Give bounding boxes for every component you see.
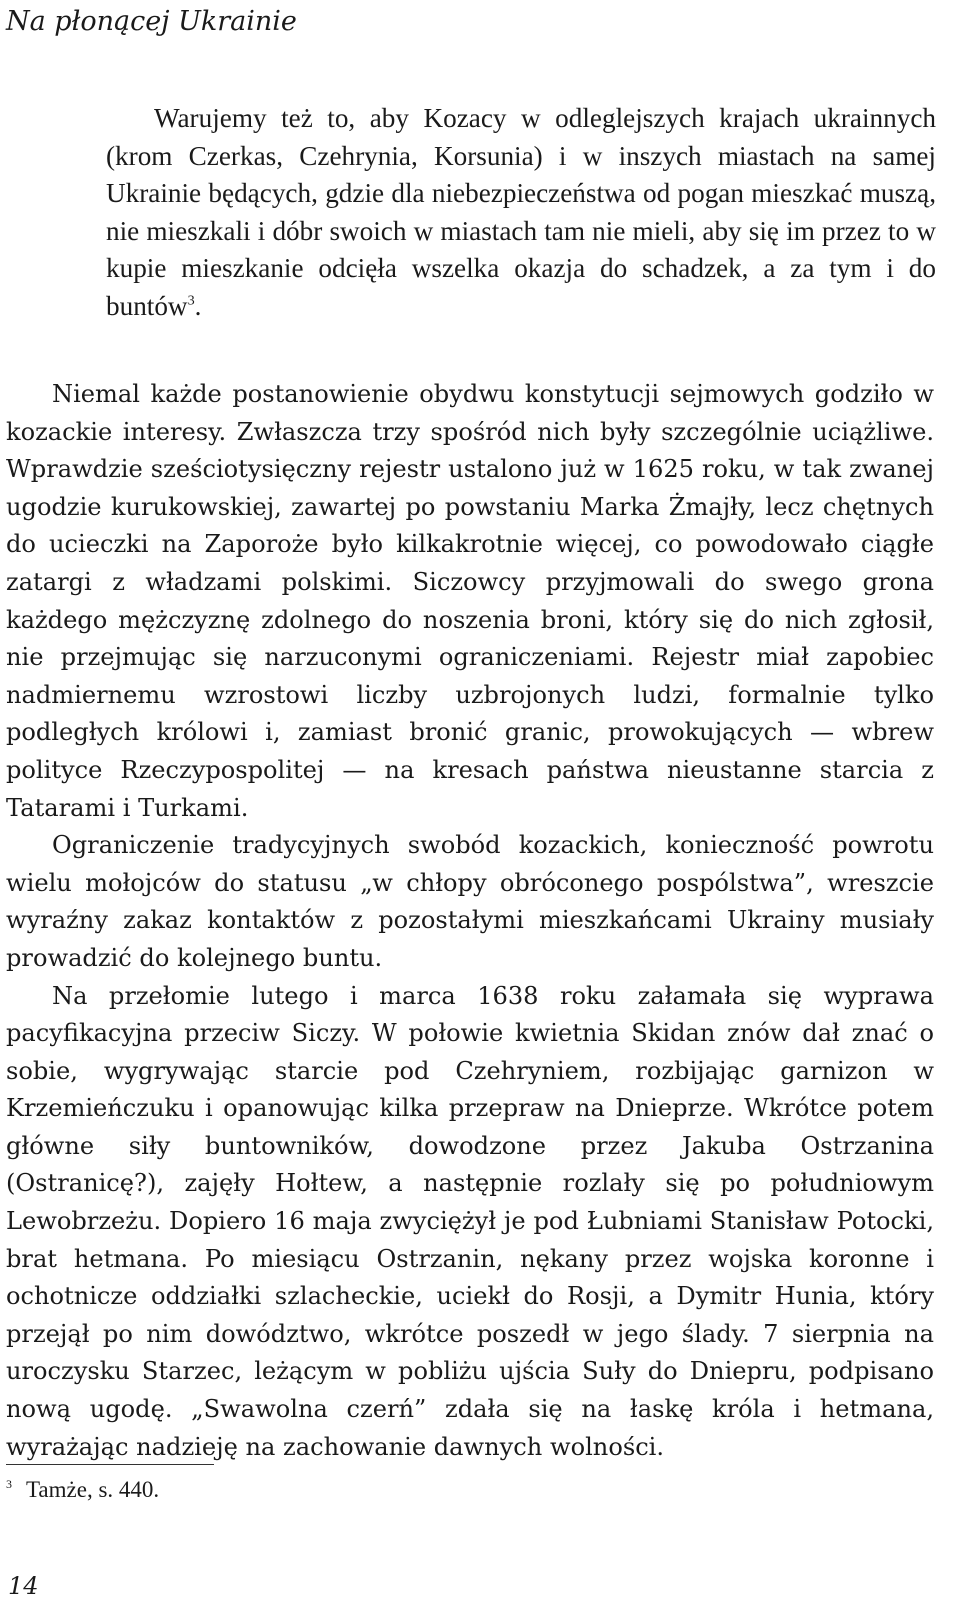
page-number: 14 [8,1572,39,1600]
quote-end: . [194,290,202,321]
paragraph: Ograniczenie tradycyjnych swobód kozackich, konieczność powrotu wielu mołojców do statusu „w chłopy obróconego pospólstwa”, wreszcie wyraźny zakaz kontaktów z pozostałymi mieszkańcami Ukrainy musiały prowadzić do kolejnego buntu. [6,831,934,972]
footnote-separator [6,1464,214,1465]
footnote-text: Tamże, s. 440. [25,1477,160,1502]
block-quote [106,100,936,325]
footnote-number: 3 [6,1477,12,1492]
footnote [6,1474,159,1506]
quote-text: Warujemy też to, aby Kozacy w odleglejszych krajach ukrainnych (krom Czerkas, Czehrynia, Korsunia) i w inszych miastach na samej Ukrainie będących, gdzie dla niebezpieczeństwa od pogan mieszkać muszą, nie mieszkali i dóbr swoich w miastach tam nie mieli, aby się im przez to w kupie mieszkanie odcięła wszelka okazja do schadzek, a za tym i do buntów [106,103,936,321]
paragraph: Na przełomie lutego i marca 1638 roku załamała się wyprawa pacyfikacyjna przeciw Siczy. W połowie kwietnia Skidan znów dał znać o sobie, wygrywając starcie pod Czehryniem, rozbijając garnizon w Krzemieńczuku i opanowując kilka przepraw na Dnieprze. Wkrótce potem główne siły buntowników, dowodzone przez Jakuba Ostrzanina (Ostranicę?), zajęły Hołtew, a następnie rozlały się po południowym Lewobrzeżu. Dopiero 16 maja zwyciężył je pod Łubniami Stanisław Potocki, brat hetmana. Po miesiącu Ostrzanin, nękany przez wojska koronne i ochotnicze oddziałki szlacheckie, uciekł do Rosji, a Dymitr Hunia, który przejął po nim dowództwo, wkrótce poszedł w jego ślady. 7 sierpnia na uroczysku Starzec, leżącym w pobliżu ujścia Suły do Dniepru, podpisano nową ugodę. „Swawolna czerń” zdała się na łaskę króla i hetmana, wyrażając nadzieję na zachowanie dawnych wolności. [6,981,934,1461]
running-title: Na płonącej Ukrainie [6,6,297,37]
footnote-reference: 3 [187,291,195,308]
body-text [6,376,934,1466]
paragraph: Niemal każde postanowienie obydwu konstytucji sejmowych godziło w kozackie interesy. Zwłaszcza trzy spośród nich były szczególnie uciążliwe. Wprawdzie sześciotysięczny rejestr ustalono już w 1625 roku, w tak zwanej ugodzie kurukowskiej, zawartej po powstaniu Marka Żmajły, lecz chętnych do ucieczki na Zaporoże było kilkakrotnie więcej, co powodowało ciągłe zatargi z władzami polskimi. Siczowcy przyjmowali do swego grona każdego mężczyznę zdolnego do noszenia broni, który się do nich zgłosił, nie przejmując się narzuconymi ograniczeniami. Rejestr miał zapobiec nadmiernemu wzrostowi liczby uzbrojonych ludzi, formalnie tylko podległych królowi i, zamiast bronić granic, prowokujących — wbrew polityce Rzeczypospolitej — na kresach państwa nieustanne starcia z Tatarami i Turkami. [6,380,934,822]
